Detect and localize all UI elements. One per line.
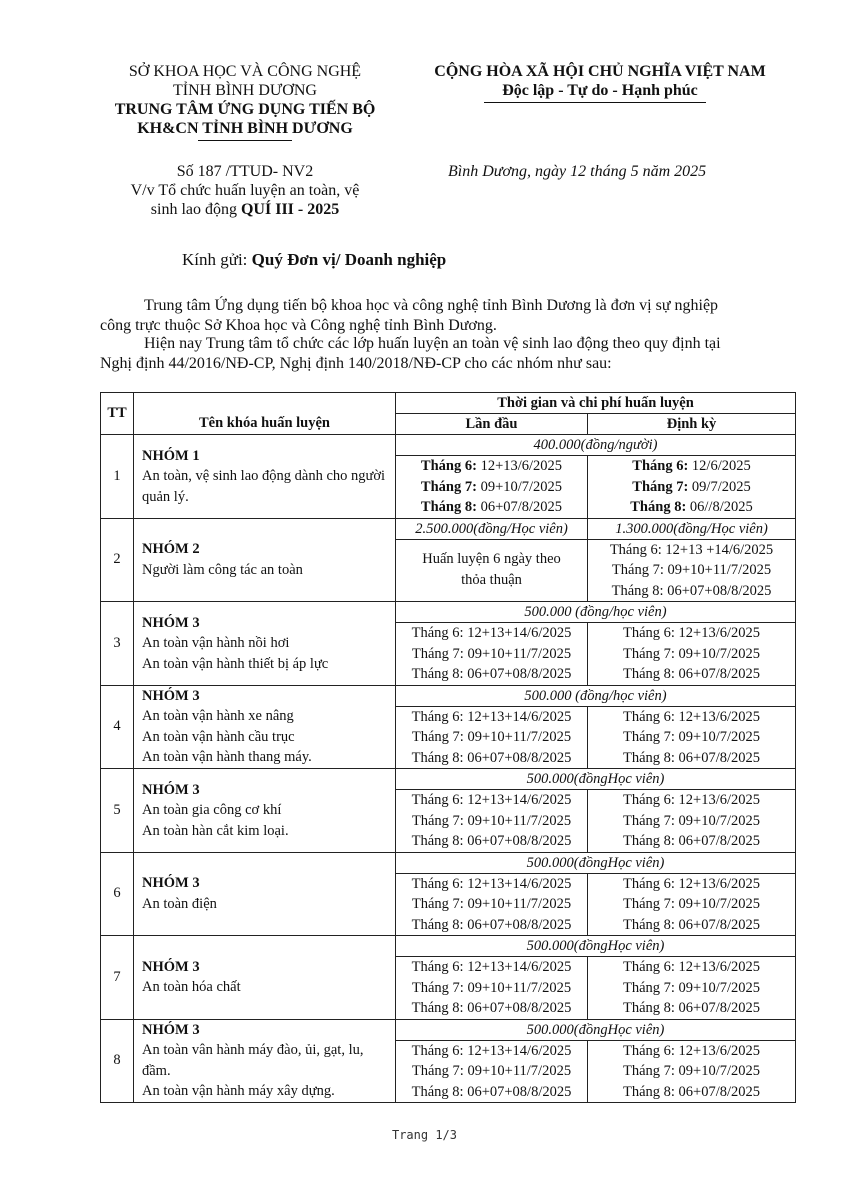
schedule-line: Tháng 8: 06+07/8/2025 xyxy=(622,1083,761,1100)
schedule-line xyxy=(396,456,587,477)
row-number: 1 xyxy=(101,435,134,519)
first-time-schedule xyxy=(396,873,588,936)
schedule-line: Tháng 7: 09+10+11/7/2025 xyxy=(411,979,572,996)
row-number: 3 xyxy=(101,602,134,686)
cost-cell: 500.000(đồngHọc viên) xyxy=(396,852,796,873)
schedule-line: Tháng 8: 06+07+08/8/2025 xyxy=(411,749,572,766)
issuer-center: TRUNG TÂM ỨNG DỤNG TIẾN BỘ xyxy=(114,101,376,118)
header-first-time: Lần đầu xyxy=(396,414,588,435)
recipient-line xyxy=(182,250,446,270)
document-subject-line1: V/v Tổ chức huấn luyện an toàn, vệ xyxy=(130,182,360,199)
dates: 12/6/2025 xyxy=(688,458,751,474)
course-name: An toàn hóa chất xyxy=(142,979,241,996)
periodic-schedule xyxy=(588,957,796,1020)
schedule-line: Tháng 7: 09+10/7/2025 xyxy=(622,729,761,745)
schedule-line: Tháng 8: 06+07+08/8/2025 xyxy=(411,1083,572,1100)
national-motto: Độc lập - Tự do - Hạnh phúc xyxy=(502,82,698,99)
schedule-line: Tháng 8: 06+07+08/8/2025 xyxy=(411,833,572,849)
schedule-line: Tháng 6: 12+13/6/2025 xyxy=(622,1042,761,1059)
cost-cell: 500.000(đồngHọc viên) xyxy=(396,769,796,790)
schedule-line xyxy=(396,497,587,518)
dates: 09/7/2025 xyxy=(688,478,751,495)
course-cell xyxy=(134,769,396,853)
subject-prefix: sinh lao động xyxy=(150,201,241,218)
page-number: Trang 1/3 xyxy=(391,1128,458,1142)
schedule-line: Tháng 8: 06+07+08/8/2025 xyxy=(411,916,572,933)
row-number: 2 xyxy=(101,518,134,602)
schedule-line: Tháng 6: 12+13 +14/6/2025 xyxy=(609,541,774,558)
schedule-line: Tháng 7: 09+10/7/2025 xyxy=(622,812,761,829)
dates: 12+13/6/2025 xyxy=(476,458,563,474)
schedule-line: Tháng 8: 06+07/8/2025 xyxy=(622,1000,761,1016)
row-number: 6 xyxy=(101,852,134,936)
row-number: 5 xyxy=(101,769,134,853)
course-cell xyxy=(134,852,396,936)
subject-quarter: QUÍ III - 2025 xyxy=(240,201,340,218)
intro-line1: Trung tâm Ứng dụng tiến bộ khoa học và công nghệ tỉnh Bình Dương là đơn vị sự nghiệp xyxy=(144,297,719,314)
document-number: Số 187 /TTUD- NV2 xyxy=(176,163,314,180)
course-name: An toàn vận hành máy xây dựng. xyxy=(142,1083,335,1100)
cost-periodic-cell: 1.300.000(đồng/Học viên) xyxy=(588,518,796,539)
group-name: NHÓM 3 xyxy=(142,1021,200,1038)
group-name: NHÓM 3 xyxy=(142,614,200,631)
schedule-line: Tháng 8: 06+07/8/2025 xyxy=(622,749,761,766)
first-time-schedule xyxy=(396,456,588,519)
issuer-center-province: KH&CN TỈNH BÌNH DƯƠNG xyxy=(137,120,353,137)
national-motto-block xyxy=(410,62,790,100)
schedule-line xyxy=(588,477,795,498)
schedule-line: Tháng 8: 06+07+08/8/2025 xyxy=(411,1000,572,1016)
course-name: An toàn vận hành thang máy. xyxy=(142,749,312,766)
schedule-line: Tháng 6: 12+13+14/6/2025 xyxy=(411,625,572,641)
month-label: Tháng 6: xyxy=(632,458,689,474)
course-name: An toàn điện xyxy=(142,895,217,912)
issuer-province: TỈNH BÌNH DƯƠNG xyxy=(173,82,317,99)
schedule-line: Tháng 8: 06+07+08/8/2025 xyxy=(411,666,572,682)
purpose-paragraph xyxy=(100,334,795,374)
course-name: An toàn vận hành thiết bị áp lực xyxy=(142,655,329,672)
course-name: An toàn hàn cắt kim loại. xyxy=(142,822,289,839)
group-name: NHÓM 3 xyxy=(142,687,200,704)
schedule-line: Tháng 6: 12+13/6/2025 xyxy=(622,959,761,975)
motto-underline xyxy=(484,102,706,103)
group-name: NHÓM 3 xyxy=(142,875,200,892)
document-reference xyxy=(95,162,395,219)
schedule-line: Tháng 7: 09+10/7/2025 xyxy=(622,1063,761,1079)
cost-cell: 400.000(đồng/người) xyxy=(396,435,796,456)
schedule-line: Tháng 7: 09+10+11/7/2025 xyxy=(411,1063,572,1079)
training-schedule-table xyxy=(100,392,796,1103)
periodic-schedule xyxy=(588,623,796,686)
schedule-line: Tháng 6: 12+13+14/6/2025 xyxy=(411,708,572,725)
issuer-block xyxy=(95,62,395,138)
schedule-line: Tháng 6: 12+13/6/2025 xyxy=(622,792,761,808)
issuer-underline xyxy=(198,140,292,141)
schedule-line: Tháng 7: 09+10+11/7/2025 xyxy=(411,645,572,662)
periodic-schedule xyxy=(588,456,796,519)
header-course: Tên khóa huấn luyện xyxy=(134,393,396,435)
document-subject-line2 xyxy=(95,200,395,219)
month-label: Tháng 8: xyxy=(630,499,687,515)
schedule-line: Tháng 8: 06+07/8/2025 xyxy=(622,666,761,682)
national-title: CỘNG HÒA XÃ HỘI CHỦ NGHĨA VIỆT NAM xyxy=(434,63,766,80)
month-label: Tháng 8: xyxy=(420,499,477,515)
course-name: An toàn vận hành xe nâng xyxy=(142,708,294,725)
schedule-line xyxy=(588,456,795,477)
course-cell xyxy=(134,1019,396,1103)
dates: 09+10/7/2025 xyxy=(476,478,563,495)
recipient-name: Quý Đơn vị/ Doanh nghiệp xyxy=(251,250,447,269)
schedule-line: Tháng 7: 09+10+11/7/2025 xyxy=(611,562,772,578)
schedule-line: Tháng 8: 06+07+08/8/2025 xyxy=(611,582,772,599)
schedule-line xyxy=(588,497,795,518)
first-time-schedule xyxy=(396,790,588,853)
course-name: Người làm công tác an toàn xyxy=(142,561,303,578)
row-number: 7 xyxy=(101,936,134,1020)
schedule-line: Tháng 8: 06+07/8/2025 xyxy=(622,916,761,933)
intro-paragraph xyxy=(100,296,795,336)
row-number: 4 xyxy=(101,685,134,769)
dates: 06//8/2025 xyxy=(686,499,753,515)
schedule-line: Tháng 6: 12+13/6/2025 xyxy=(622,875,761,892)
first-time-schedule xyxy=(396,1040,588,1103)
dates: 06+07/8/2025 xyxy=(476,499,563,515)
first-time-note: Huấn luyện 6 ngày theo thỏa thuận xyxy=(396,539,588,602)
schedule-line: Tháng 8: 06+07/8/2025 xyxy=(622,833,761,849)
cost-cell: 500.000 (đồng/học viên) xyxy=(396,685,796,706)
group-name: NHÓM 3 xyxy=(142,958,200,975)
header-time-cost: Thời gian và chi phí huấn luyện xyxy=(396,393,796,414)
course-name: An toàn vận hành cầu trục xyxy=(142,728,295,745)
schedule-line xyxy=(396,477,587,498)
cost-cell: 500.000(đồngHọc viên) xyxy=(396,936,796,957)
course-cell xyxy=(134,435,396,519)
course-name: An toàn vân hành máy đào, ủi, gạt, lu, đầm. xyxy=(142,1042,364,1079)
purpose-line1: Hiện nay Trung tâm tổ chức các lớp huấn luyện an toàn vệ sinh lao động theo quy định tại xyxy=(144,335,721,352)
first-time-schedule xyxy=(396,957,588,1020)
course-name: An toàn gia công cơ khí xyxy=(142,802,282,818)
month-label: Tháng 7: xyxy=(420,478,477,495)
schedule-line: Tháng 7: 09+10+11/7/2025 xyxy=(411,729,572,745)
course-cell xyxy=(134,685,396,769)
issuer-ministry: SỞ KHOA HỌC VÀ CÔNG NGHỆ xyxy=(128,63,362,80)
schedule-line: Tháng 6: 12+13+14/6/2025 xyxy=(411,1042,572,1059)
schedule-line: Tháng 6: 12+13+14/6/2025 xyxy=(411,875,572,892)
cost-cell: 500.000(đồngHọc viên) xyxy=(396,1019,796,1040)
periodic-schedule xyxy=(588,539,796,602)
schedule-line: Tháng 7: 09+10+11/7/2025 xyxy=(411,896,572,912)
purpose-line2: Nghị định 44/2016/NĐ-CP, Nghị định 140/2018/NĐ-CP cho các nhóm như sau: xyxy=(100,355,612,372)
group-name: NHÓM 3 xyxy=(142,781,200,798)
header-periodic: Định kỳ xyxy=(588,414,796,435)
header-tt: TT xyxy=(101,393,134,435)
course-cell xyxy=(134,518,396,602)
group-name: NHÓM 2 xyxy=(142,541,200,558)
course-cell xyxy=(134,602,396,686)
schedule-line: Tháng 7: 09+10/7/2025 xyxy=(622,979,761,996)
periodic-schedule xyxy=(588,706,796,769)
periodic-schedule xyxy=(588,1040,796,1103)
recipient-label: Kính gửi: xyxy=(182,250,252,269)
first-time-schedule xyxy=(396,706,588,769)
periodic-schedule xyxy=(588,790,796,853)
course-name: An toàn vận hành nồi hơi xyxy=(142,635,290,651)
schedule-line: Tháng 7: 09+10/7/2025 xyxy=(622,896,761,912)
periodic-schedule xyxy=(588,873,796,936)
month-label: Tháng 6: xyxy=(420,458,477,474)
document-date: Bình Dương, ngày 12 tháng 5 năm 2025 xyxy=(448,163,707,180)
schedule-line: Tháng 6: 12+13/6/2025 xyxy=(622,708,761,725)
group-name: NHÓM 1 xyxy=(142,447,200,464)
schedule-line: Tháng 7: 09+10+11/7/2025 xyxy=(411,812,572,829)
course-name: An toàn, vệ sinh lao động dành cho người quản lý. xyxy=(142,468,386,505)
cost-cell: 500.000 (đồng/học viên) xyxy=(396,602,796,623)
schedule-line: Tháng 6: 12+13/6/2025 xyxy=(622,625,761,641)
intro-line2: công trực thuộc Sở Khoa học và Công nghệ tỉnh Bình Dương. xyxy=(100,317,497,334)
schedule-line: Tháng 6: 12+13+14/6/2025 xyxy=(411,792,572,808)
course-cell xyxy=(134,936,396,1020)
month-label: Tháng 7: xyxy=(632,478,689,495)
schedule-line: Tháng 6: 12+13+14/6/2025 xyxy=(411,959,572,975)
first-time-schedule xyxy=(396,623,588,686)
row-number: 8 xyxy=(101,1019,134,1103)
schedule-line: Tháng 7: 09+10/7/2025 xyxy=(622,645,761,662)
cost-first-cell: 2.500.000(đồng/Học viên) xyxy=(396,518,588,539)
